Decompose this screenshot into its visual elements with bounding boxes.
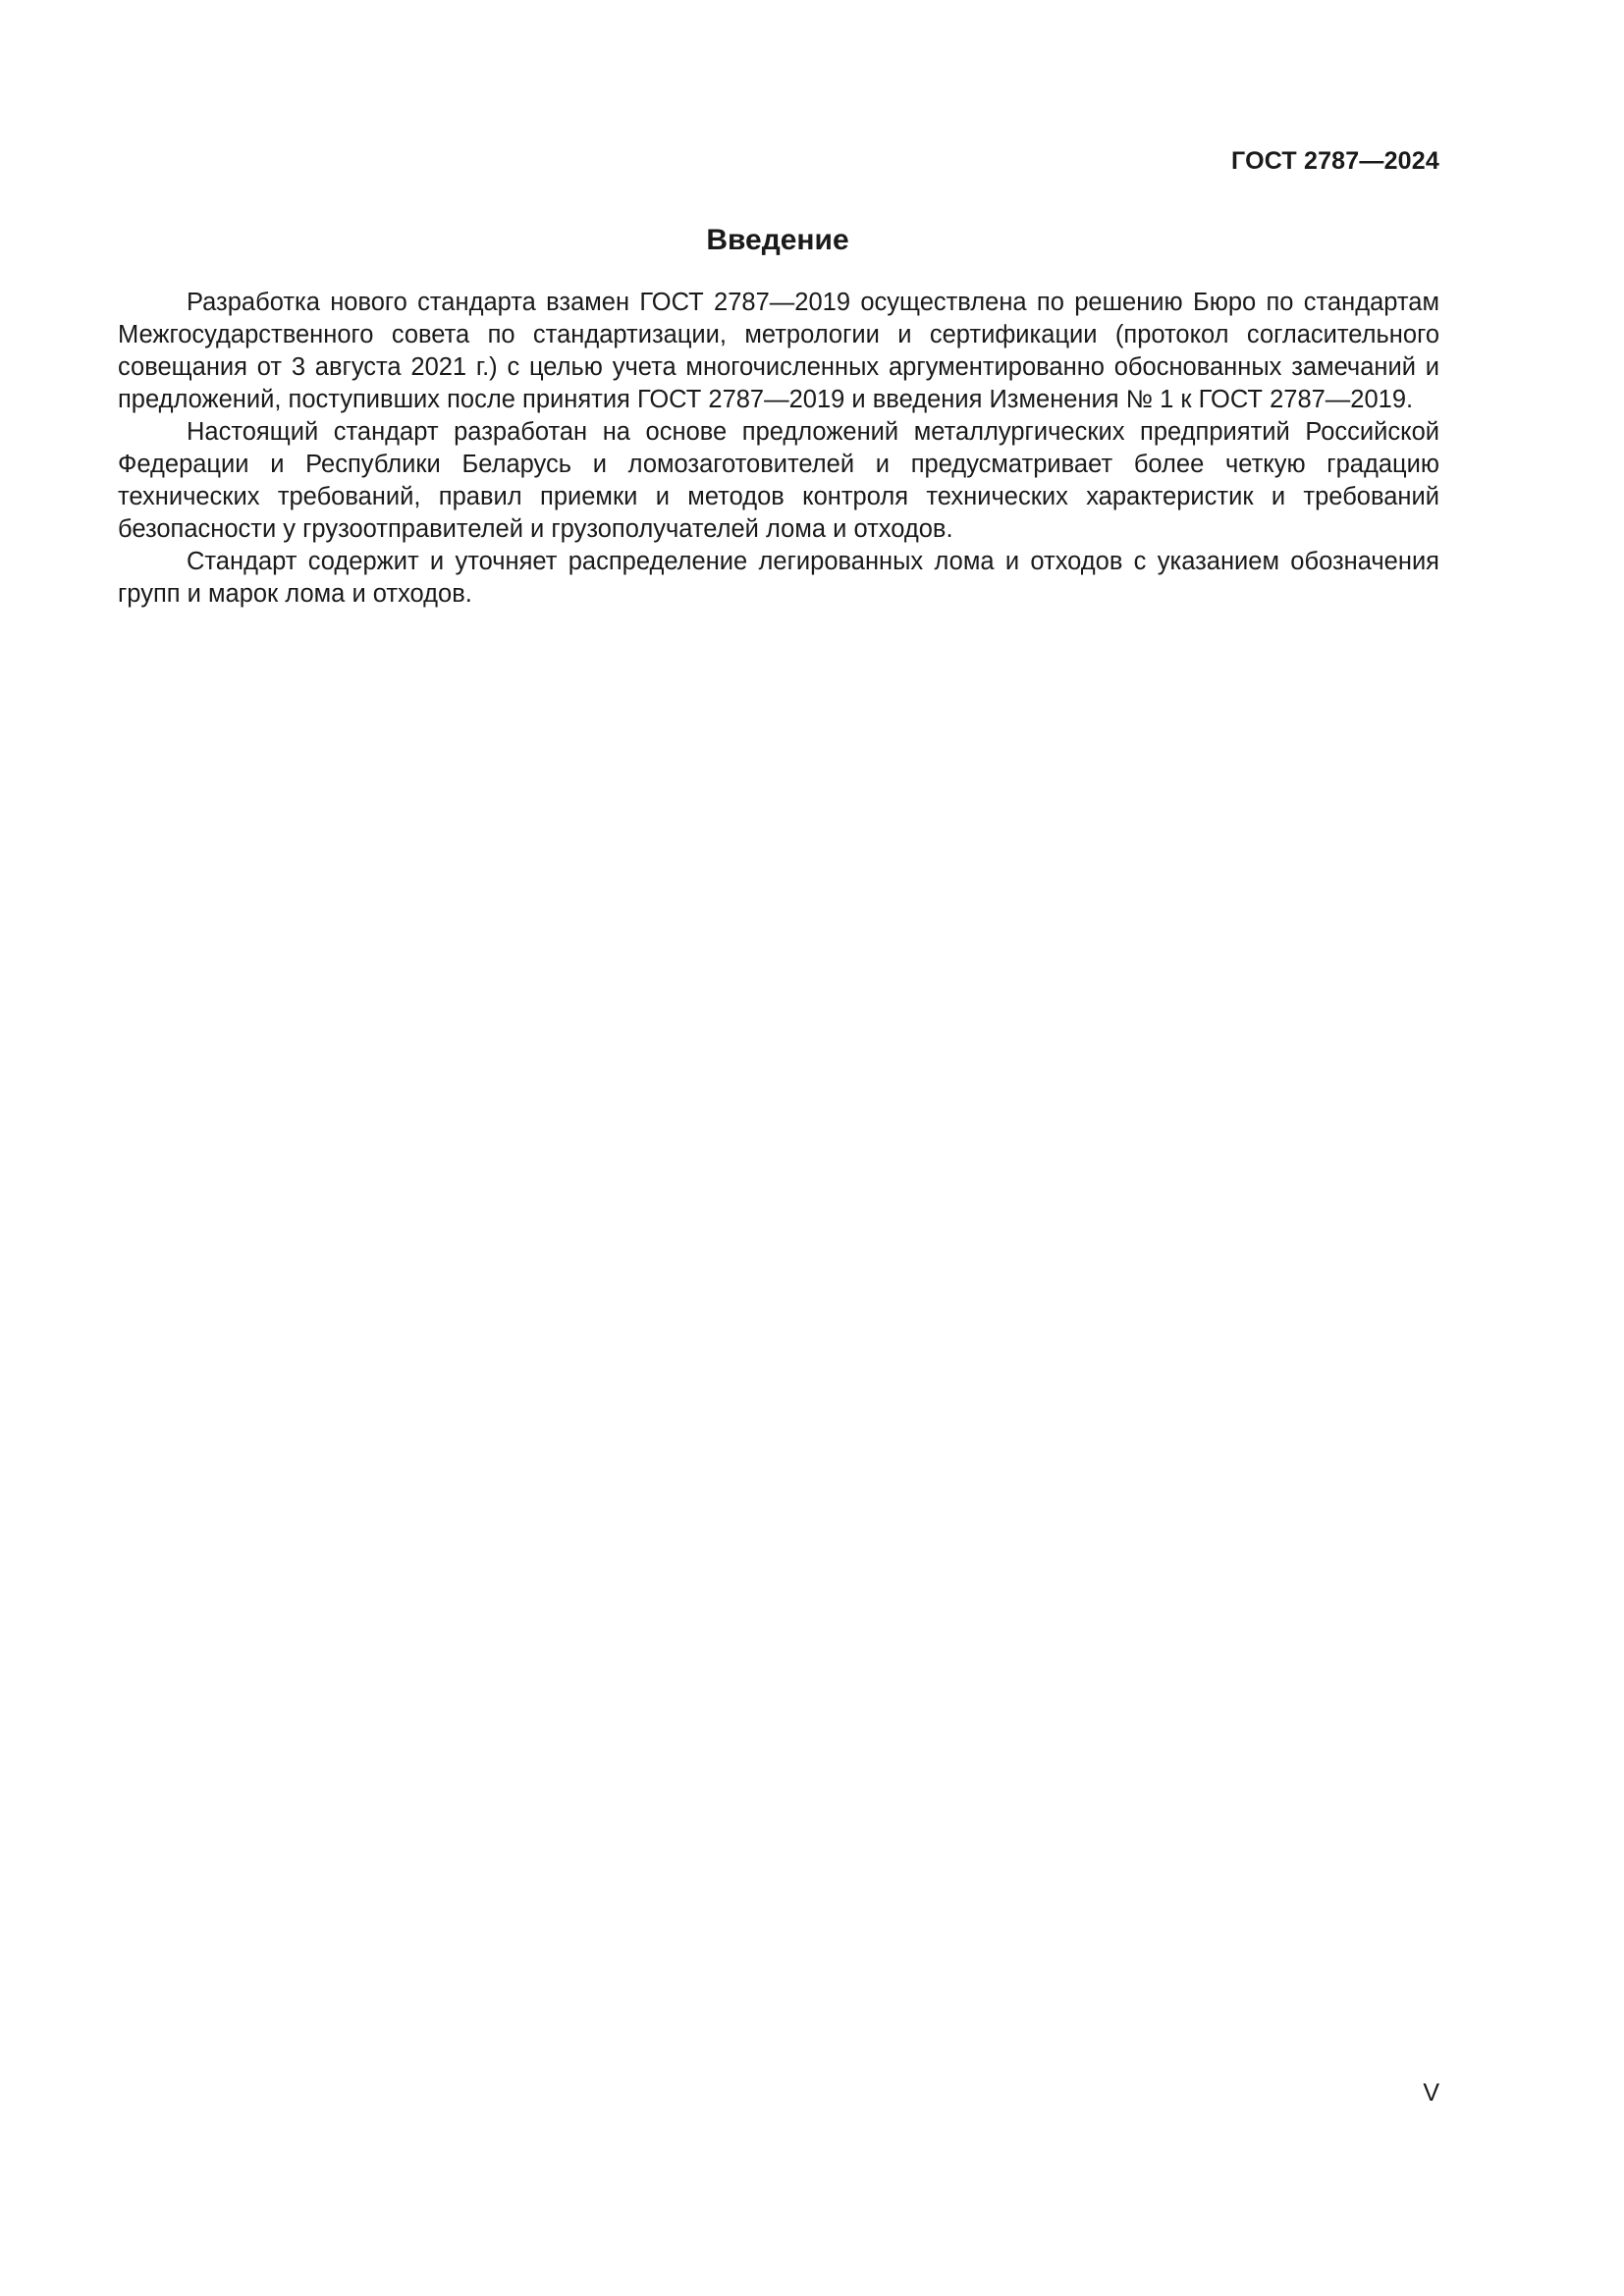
- paragraph: Разработка нового стандарта взамен ГОСТ 2787—2019 осуществлена по решению Бюро по стандартам Межгосударственного совета по стандартизации, метрологии и сертификации (протокол согласительного совещания от 3 августа 2021 г.) с целью учета многочисленных аргументированно обоснованных замечаний и предложений, поступивших после принятия ГОСТ 2787—2019 и введения Изменения № 1 к ГОСТ 2787—2019.: [118, 289, 1439, 413]
- paragraph: Стандарт содержит и уточняет распределение легированных лома и отходов с указанием обозначения групп и марок лома и отходов.: [118, 548, 1439, 608]
- section-body: [118, 287, 1439, 611]
- section-title: Введение: [706, 224, 849, 256]
- page-number: V: [1423, 2079, 1439, 2107]
- paragraph: Настоящий стандарт разработан на основе предложений металлургических предприятий Российской Федерации и Республики Беларусь и ломозаготовителей и предусматривает более четкую градацию технических требований, правил приемки и методов контроля технических характеристик и требований безопасности у грузоотправителей и грузополучателей лома и отходов.: [118, 418, 1439, 543]
- document-code: ГОСТ 2787—2024: [1231, 147, 1439, 175]
